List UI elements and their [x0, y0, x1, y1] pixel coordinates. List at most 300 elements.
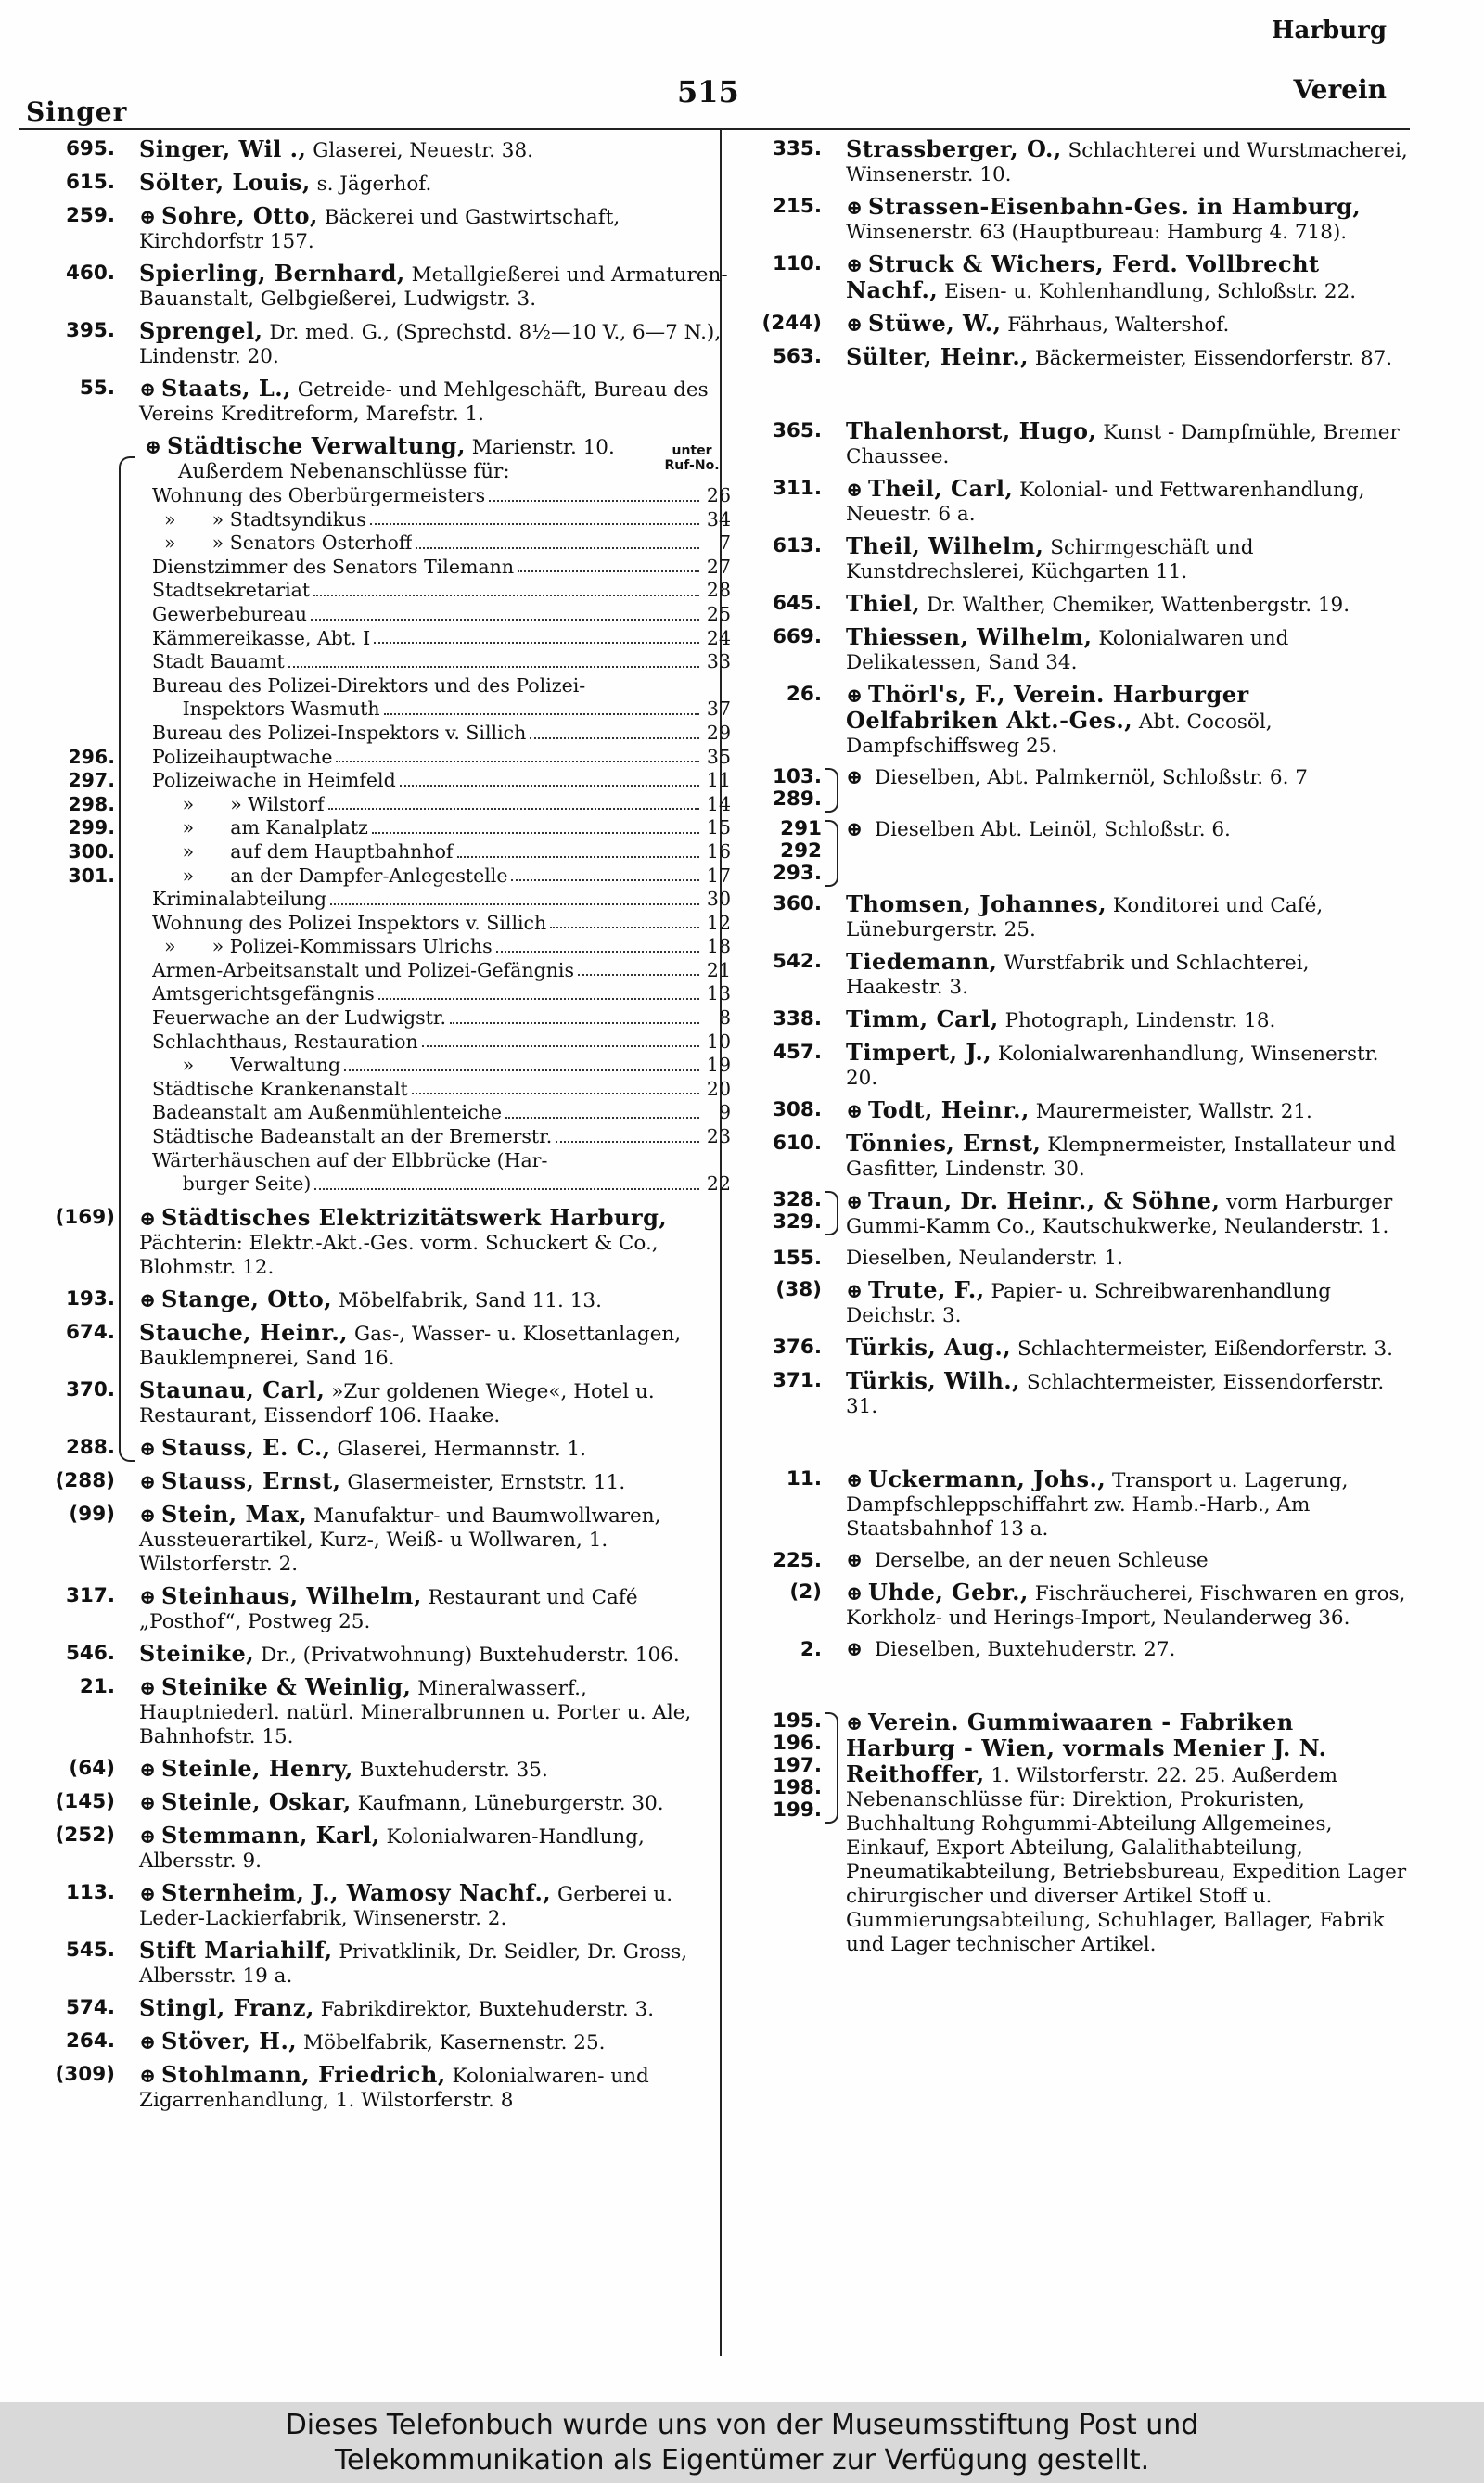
dot-leader [400, 769, 699, 787]
entry-name: Thiessen, Wilhelm, [846, 623, 1093, 650]
phone-number: 2. [800, 1638, 822, 1661]
dot-leader [518, 556, 699, 573]
entry-details: Pächterin: Elektr.-Akt.-Ges. vorm. Schuckert & Co., Blohmstr. 12. [139, 1231, 659, 1279]
footer-line: Telekommunikation als Eigentümer zur Verfügung gestellt. [334, 2444, 1150, 2477]
directory-entry [733, 1132, 1410, 1182]
telephone-mark-icon: ⊕ [139, 1758, 157, 1782]
extension-number: 33 [706, 650, 731, 673]
entry-name: Stüwe, W., [868, 310, 1002, 337]
extension-number: 26 [706, 484, 731, 506]
extension-number: 25 [706, 602, 731, 625]
telephone-mark-icon: ⊕ [139, 378, 157, 402]
line-label: Schlachthaus, Restauration [152, 1030, 418, 1053]
line-label: Polizeiwache in Heimfeld [152, 769, 396, 792]
municipal-lines [26, 484, 731, 1197]
phone-number: 328. [772, 1188, 822, 1211]
dot-leader [336, 746, 699, 763]
phone-number: 546. [65, 1641, 115, 1665]
dot-leader [370, 508, 699, 526]
phone-number: (288) [55, 1468, 115, 1492]
entry-details: Kaufmann, Lüneburgerstr. 30. [357, 1791, 664, 1815]
entry-details: Buxtehuderstr. 35. [359, 1758, 548, 1782]
directory-entry [733, 625, 1410, 675]
entry-details: Möbelfabrik, Kasernenstr. 25. [303, 2030, 606, 2054]
header-rule [19, 128, 1410, 130]
entry-details: Mineralwasserf., Hauptniederl. natürl. Mineralbrunnen u. Porter u. Ale, Bahnhofstr. 15. [139, 1676, 692, 1748]
entry-name: Timpert, J., [846, 1039, 992, 1066]
grouped-directory-entry [733, 766, 1410, 811]
phone-number: 376. [772, 1336, 822, 1359]
entry-details: Dr. med. G., (Sprechstd. 8½—10 V., 6—7 N.), Lindenstr. 20. [139, 321, 722, 368]
right-column [733, 137, 1410, 1965]
entry-details: Dieselben, Neulanderstr. 1. [846, 1247, 1123, 1270]
entry-name: Türkis, Wilh., [846, 1367, 1020, 1394]
line-label: Wohnung des Oberbürgermeisters [152, 484, 486, 506]
footer-line: Dieses Telefonbuch wurde uns von der Museumsstiftung Post und [285, 2409, 1199, 2441]
dot-leader [374, 627, 699, 645]
phone-number-group [733, 1189, 822, 1234]
phone-number: 613. [772, 534, 822, 557]
section-gap [733, 1427, 1410, 1467]
directory-entry [26, 2029, 731, 2055]
directory-entry [26, 1787, 731, 1816]
municipal-line [26, 935, 731, 959]
municipal-line [26, 508, 731, 532]
grouped-entry [733, 1710, 1410, 1957]
municipal-line [26, 888, 731, 912]
entry-name: Tönnies, Ernst, [846, 1130, 1042, 1157]
directory-entry [733, 1007, 1410, 1033]
phone-number: (145) [55, 1789, 115, 1813]
telephone-mark-icon: ⊕ [139, 1676, 157, 1700]
telephone-mark-icon: ⊕ [139, 1824, 157, 1849]
line-label: » am Kanalplatz [152, 816, 368, 839]
entry-name: Stift Mariahilf, [139, 1936, 333, 1964]
dot-leader [416, 531, 699, 549]
entry-name: Staunau, Carl, [139, 1376, 326, 1403]
entry-name: Tiedemann, [846, 948, 998, 975]
telephone-mark-icon: ⊕ [846, 685, 864, 708]
phone-number: 26. [786, 683, 822, 706]
section-gap [733, 1670, 1410, 1710]
directory-entry [733, 477, 1410, 527]
directory-list [733, 137, 1410, 371]
dot-leader [378, 982, 699, 1000]
municipal-line [26, 840, 731, 864]
dot-leader [422, 1030, 699, 1048]
extension-number: 11 [706, 769, 731, 792]
entry-name: Sprengel, [139, 317, 263, 344]
phone-number: 360. [772, 892, 822, 915]
line-label: Gewerbebureau [152, 602, 307, 625]
directory-entry [26, 1287, 731, 1313]
extension-number: 17 [706, 864, 731, 887]
entry-details: Kolonialwaren und Delikatessen, Sand 34. [846, 627, 1289, 674]
brace [825, 768, 838, 813]
footer-note [0, 2402, 1484, 2483]
entry-name: Stange, Otto, [161, 1285, 333, 1312]
municipal-line [26, 650, 731, 674]
entry-name: Städtisches Elektrizitätswerk Harburg, [161, 1203, 668, 1231]
phone-number: 329. [772, 1210, 822, 1234]
line-label: Stadtsekretariat [152, 579, 311, 602]
telephone-mark-icon: ⊕ [846, 1582, 864, 1606]
entry-details: Photograph, Lindenstr. 18. [1004, 1009, 1276, 1032]
dot-leader [372, 816, 699, 834]
extension-number: 27 [706, 555, 731, 578]
phone-number: 297. [68, 769, 115, 792]
running-head-city: Harburg [1271, 17, 1387, 45]
phone-number-group [733, 1710, 822, 1822]
extension-number: 35 [706, 745, 731, 768]
entry-details: Schlachtermeister, Eissendorferstr. 31. [846, 1371, 1385, 1418]
entry-details: Fischräucherei, Fischwaren en gros, Korkholz- und Herings-Import, Neulanderweg 36. [846, 1582, 1406, 1630]
telephone-mark-icon: ⊕ [846, 766, 864, 789]
directory-entry [26, 1993, 731, 2022]
line-label: Städtische Krankenanstalt [152, 1077, 408, 1100]
telephone-mark-icon: ⊕ [145, 436, 162, 459]
line-label: Wohnung des Polizei Inspektors v. Sillich [152, 911, 547, 934]
directory-entry [26, 137, 731, 163]
extension-number: 22 [706, 1172, 731, 1196]
number-column-label: unter Ruf-No. [664, 443, 720, 473]
line-label: Städtische Badeanstalt an der Bremerstr. [152, 1125, 553, 1148]
municipal-subheading: Außerdem Nebenanschlüsse für: [178, 460, 510, 483]
line-label: Bureau des Polizei-Inspektors v. Sillich [152, 721, 527, 744]
entry-details: Eisen- u. Kohlenhandlung, Schloßstr. 22. [944, 280, 1357, 303]
municipal-line [26, 1149, 731, 1173]
entry-name: Steinhaus, Wilhelm, [161, 1581, 422, 1609]
extension-number: 19 [706, 1054, 731, 1077]
entry-details: Fabrikdirektor, Buxtehuderstr. 3. [320, 1997, 655, 2021]
phone-number: 542. [772, 950, 822, 973]
phone-number: 460. [65, 262, 115, 285]
directory-list [26, 137, 731, 427]
telephone-mark-icon: ⊕ [846, 818, 864, 841]
phone-number: 296. [68, 745, 115, 768]
municipal-line [26, 674, 731, 698]
municipal-line [26, 746, 731, 770]
entry-name: Stauss, E. C., [161, 1433, 331, 1461]
phone-number: 293. [772, 862, 822, 885]
directory-entry [26, 1878, 731, 1931]
entry-name: Thomsen, Johannes, [846, 890, 1107, 917]
directory-entry [26, 1500, 731, 1577]
entry-name: Timm, Carl, [846, 1005, 999, 1032]
extension-number: 13 [706, 982, 731, 1005]
entry-name: Struck & Wichers, Ferd. Vollbrecht Nachf., [846, 250, 1320, 303]
dot-leader [550, 912, 699, 929]
phone-number: 365. [772, 419, 822, 442]
telephone-mark-icon: ⊕ [846, 479, 864, 502]
municipal-line [26, 556, 731, 580]
extension-number: 15 [706, 816, 731, 839]
telephone-mark-icon: ⊕ [139, 1437, 157, 1461]
entry-name: Steinle, Oskar, [161, 1787, 352, 1815]
line-label: Kämmereikasse, Abt. I [152, 626, 371, 649]
phone-number: (252) [55, 1823, 115, 1847]
entry-name: Verein. Gummiwaaren - Fabriken Harburg - Wien, vormals Menier J. N. Reithoffer, [846, 1709, 1327, 1787]
line-label: » an der Dampfer-Anlegestelle [152, 864, 508, 887]
phone-number: 299. [68, 816, 115, 839]
page-number: 515 [677, 74, 739, 109]
entry-name: Stauche, Heinr., [139, 1318, 349, 1346]
phone-number: 215. [772, 195, 822, 218]
phone-number: 370. [65, 1377, 115, 1401]
line-label: Dienstzimmer des Senators Tilemann [152, 555, 515, 578]
brace [825, 1712, 838, 1824]
entry-details: Restaurant und Café „Posthof“, Postweg 25. [139, 1585, 638, 1633]
entry-details: Bäckermeister, Eissendorferstr. 87. [1034, 347, 1393, 370]
phone-number: (244) [761, 312, 822, 335]
directory-entry [733, 419, 1410, 469]
directory-list [733, 1247, 1410, 1419]
municipal-line [26, 579, 731, 603]
municipal-line [26, 484, 731, 508]
phone-number: 311. [772, 477, 822, 500]
telephone-mark-icon: ⊕ [139, 1207, 157, 1231]
extension-number: 30 [706, 888, 731, 911]
entry-name: Türkis, Aug., [846, 1334, 1012, 1361]
left-column [26, 137, 731, 2120]
phone-number: (38) [775, 1278, 822, 1301]
dot-leader [314, 1172, 699, 1190]
entry-details: vorm Harburger Gummi-Kamm Co., Kautschukwerke, Neulanderstr. 1. [846, 1191, 1393, 1238]
directory-entry [26, 377, 731, 427]
telephone-mark-icon: ⊕ [139, 2030, 157, 2054]
section-gap [733, 378, 1410, 419]
directory-entry [733, 1467, 1410, 1542]
grouped-entry [733, 818, 1410, 885]
entry-name: Strassen-Eisenbahn-Ges. in Hamburg, [868, 193, 1362, 220]
telephone-mark-icon: ⊕ [846, 1191, 864, 1214]
phone-number: 545. [65, 1938, 115, 1962]
dot-leader [313, 579, 699, 596]
entry-name: Stein, Max, [161, 1500, 308, 1528]
telephone-mark-icon: ⊕ [846, 1638, 864, 1661]
entry-details: Manufaktur- und Baumwollwaren, Aussteuerartikel, Kurz-, Weiß- u Wollwaren, 1. Wilstorferstr. 2. [139, 1504, 661, 1576]
directory-entry [733, 1638, 1410, 1662]
directory-entry [733, 534, 1410, 584]
directory-entry [26, 1936, 731, 1989]
phone-number: 195. [772, 1709, 822, 1733]
phone-number: 395. [65, 319, 115, 342]
entry-name: Städtische Verwaltung, [167, 432, 466, 459]
dot-leader [384, 698, 699, 715]
entry-details: Glaserei, Hermannstr. 1. [337, 1437, 586, 1461]
directory-entry [26, 1318, 731, 1371]
entry-details: Privatklinik, Dr. Seidler, Dr. Gross, Albersstr. 19 a. [139, 1939, 688, 1988]
phone-number-group [733, 766, 822, 811]
directory-entry [733, 137, 1410, 187]
extension-number: 18 [706, 935, 731, 958]
extension-number: 28 [706, 579, 731, 602]
extension-number: 7 [718, 531, 731, 555]
directory-entry [733, 345, 1410, 371]
entry-details: Getreide- und Mehlgeschäft, Bureau des Vereins Kreditreform, Marefstr. 1. [139, 378, 709, 426]
line-label: » » Senators Osterhoff [152, 531, 413, 555]
municipal-line [26, 793, 731, 817]
directory-entry [26, 1466, 731, 1495]
telephone-mark-icon: ⊕ [139, 1585, 157, 1609]
phone-number: 574. [65, 1995, 115, 2019]
entry-name: Staats, L., [161, 375, 291, 402]
entry-name: Sölter, Louis, [139, 169, 311, 196]
dot-leader [328, 793, 699, 811]
phone-number: 155. [772, 1247, 822, 1270]
directory-entry [26, 1821, 731, 1874]
directory-entry [733, 1336, 1410, 1362]
entry-details: Konditorei und Café, Lüneburgerstr. 25. [846, 894, 1324, 941]
municipal-line [26, 1030, 731, 1055]
phone-number: 110. [772, 252, 822, 275]
extension-number: 29 [706, 721, 731, 744]
municipal-line [26, 816, 731, 840]
phone-number: (2) [789, 1581, 822, 1604]
telephone-mark-icon: ⊕ [139, 1504, 157, 1528]
entry-details: Fährhaus, Waltershof. [1007, 314, 1230, 337]
directory-entry [733, 1278, 1410, 1328]
directory-entry [26, 1581, 731, 1634]
dot-leader [412, 1078, 699, 1095]
extension-number: 9 [718, 1101, 731, 1124]
entry-name: Trute, F., [868, 1276, 985, 1303]
entry-details: Wurstfabrik und Schlachterei, Haakestr. 3. [846, 952, 1310, 999]
entry-details: s. Jägerhof. [316, 173, 432, 196]
directory-entry [733, 1369, 1410, 1419]
directory-list [26, 1203, 731, 2113]
municipal-line [26, 864, 731, 889]
extension-number: 21 [706, 958, 731, 981]
phone-number: 21. [79, 1674, 115, 1698]
municipal-line [26, 1172, 731, 1197]
phone-number: 300. [68, 839, 115, 863]
entry-name: Uckermann, Johs., [868, 1465, 1107, 1492]
phone-number: (99) [69, 1502, 115, 1526]
running-head-right: Verein [1293, 74, 1387, 105]
municipal-block [26, 434, 731, 1197]
dot-leader [496, 935, 699, 953]
grouped-directory-entry [733, 1189, 1410, 1239]
telephone-mark-icon: ⊕ [139, 2064, 157, 2088]
phone-number: 308. [772, 1098, 822, 1121]
entry-name: Uhde, Gebr., [868, 1579, 1029, 1606]
phone-number: 371. [772, 1369, 822, 1392]
extension-number: 16 [706, 839, 731, 863]
entry-name: Theil, Carl, [868, 475, 1014, 502]
directory-entry [26, 1378, 731, 1428]
line-label: Feuerwache an der Ludwigstr. [152, 1006, 446, 1030]
directory-entry [733, 1041, 1410, 1091]
grouped-directory-entry [733, 1710, 1410, 1957]
phone-number-group [733, 818, 822, 885]
telephone-mark-icon: ⊕ [139, 1882, 157, 1906]
directory-entry [26, 1754, 731, 1783]
grouped-entry [733, 1189, 1410, 1239]
entry-name: Todt, Heinr., [868, 1096, 1030, 1123]
telephone-mark-icon: ⊕ [846, 314, 864, 337]
extension-number: 23 [706, 1125, 731, 1148]
phone-number: 103. [772, 765, 822, 788]
phone-number: 317. [65, 1583, 115, 1607]
line-label: » » Stadtsyndikus [152, 507, 366, 531]
entry-name: Theil, Wilhelm, [846, 532, 1044, 559]
entry-details: Kolonial- und Fettwarenhandlung, Neuestr. 6 a. [846, 479, 1365, 526]
entry-name: Stöver, H., [161, 2027, 298, 2054]
extension-number: 37 [706, 698, 731, 721]
telephone-mark-icon: ⊕ [139, 1470, 157, 1494]
entry-address: Marienstr. 10. [471, 436, 615, 459]
dot-leader [288, 650, 699, 668]
phone-number: (64) [69, 1756, 115, 1780]
phone-number: 196. [772, 1732, 822, 1755]
phone-number: 259. [65, 204, 115, 227]
line-label: Wärterhäuschen auf der Elbbrücke (Har- [152, 1148, 548, 1171]
entry-name: Thörl's, F., Verein. Harburger Oelfabriken Akt.-Ges., [846, 681, 1249, 734]
entry-name: Stauss, Ernst, [161, 1466, 341, 1494]
entry-details: Dieselben, Buxtehuderstr. 27. [874, 1638, 1176, 1661]
directory-entry [26, 319, 731, 369]
phone-number: 193. [65, 1286, 115, 1311]
line-label: Bureau des Polizei-Direktors und des Polizei- [152, 673, 586, 697]
telephone-mark-icon: ⊕ [846, 1712, 864, 1735]
municipal-line [26, 912, 731, 936]
entry-name: Spierling, Bernhard, [139, 260, 405, 287]
municipal-line [26, 1078, 731, 1102]
phone-number: 669. [772, 625, 822, 648]
directory-entry [733, 950, 1410, 1000]
line-label: Kriminalabteilung [152, 888, 327, 911]
phone-number: 695. [65, 137, 115, 160]
directory-entry [733, 1549, 1410, 1573]
directory-entry [26, 171, 731, 197]
extension-number: 24 [706, 626, 731, 649]
telephone-mark-icon: ⊕ [139, 1288, 157, 1312]
entry-details: Schirmgeschäft und Kunstdrechslerei, Küchgarten 11. [846, 536, 1254, 583]
entry-details: Möbelfabrik, Sand 11. 13. [338, 1288, 602, 1312]
directory-entry [26, 1203, 731, 1280]
entry-name: Stingl, Franz, [139, 1993, 314, 2021]
dot-leader [450, 1006, 699, 1024]
entry-details: 1. Wilstorferstr. 22. 25. Außerdem Nebenanschlüsse für: Direktion, Prokuristen, Buchhaltung Rohgummi-Abteilung Allgemeines, Einkauf, Export Abteilung, Galalithabteilung, Pneumatikabteilung, Betriebsbureau, Expedition Lager chirurgischer und diverser Artikel Stoff u. Gummierungsabteilung, Schuhlager, Ballager, Fabrik und Lager technischer Artikel. [846, 1764, 1407, 1956]
phone-number: 197. [772, 1754, 822, 1777]
phone-number: 288. [65, 1435, 115, 1459]
entry-details: Schlachtermeister, Eißendorferstr. 3. [1017, 1337, 1394, 1361]
directory-entry [26, 1672, 731, 1749]
directory-list [733, 419, 1410, 759]
municipal-line [26, 698, 731, 722]
municipal-line [26, 769, 731, 793]
extension-number: 14 [706, 792, 731, 815]
entry-details: Papier- u. Schreibwarenhandlung Deichstr. 3. [846, 1280, 1331, 1327]
entry-details: Kolonialwaren- und Zigarrenhandlung, 1. Wilstorferstr. 8 [139, 2064, 649, 2112]
extension-number: 34 [706, 507, 731, 531]
extension-number: 12 [706, 911, 731, 934]
telephone-mark-icon: ⊕ [139, 206, 157, 229]
entry-details: Dr. Walther, Chemiker, Wattenbergstr. 19. [927, 594, 1350, 617]
line-label: Badeanstalt am Außenmühlenteiche [152, 1101, 502, 1124]
municipal-line [26, 603, 731, 627]
entry-details: Dieselben, Abt. Palmkernöl, Schloßstr. 6. 7 [874, 766, 1308, 789]
entry-name: Thalenhorst, Hugo, [846, 417, 1097, 444]
dot-leader [311, 603, 699, 621]
grouped-entry [733, 766, 1410, 811]
municipal-line [26, 722, 731, 746]
entry-details: »Zur goldenen Wiege«, Hotel u. Restaurant, Eissendorf 106. Haake. [139, 1379, 655, 1427]
entry-details: Kolonialwarenhandlung, Winsenerstr. 20. [846, 1043, 1379, 1090]
grouped-directory-entry [733, 818, 1410, 885]
entry-details: Klempnermeister, Installateur und Gasfitter, Lindenstr. 30. [846, 1133, 1397, 1181]
